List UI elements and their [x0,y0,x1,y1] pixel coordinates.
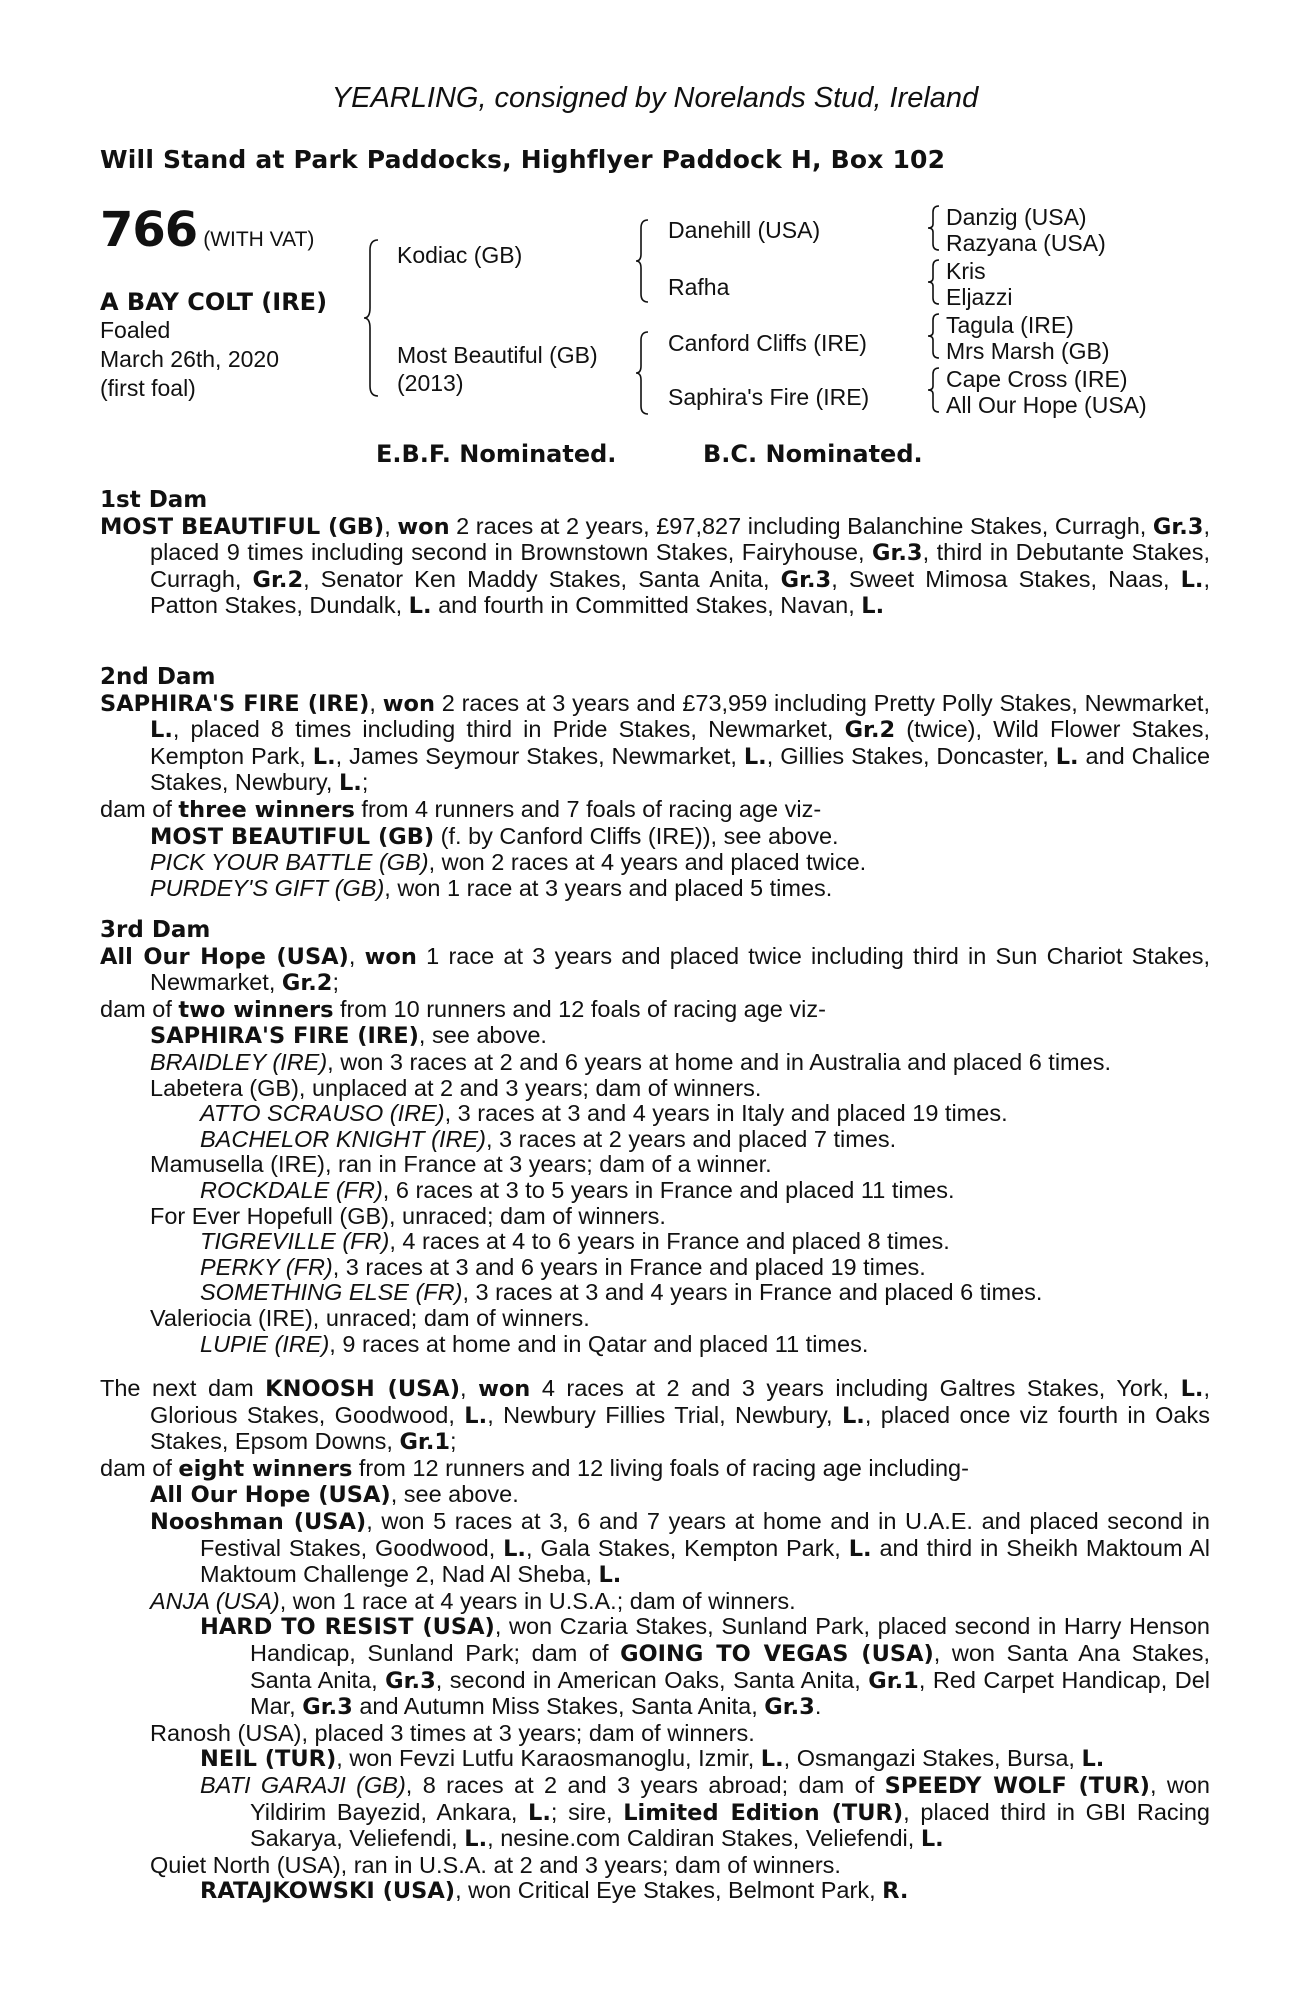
list-item: Nooshman (USA), won 5 races at 3, 6 and 7 years at home and in U.A.E. and placed second in Festival Stakes, Goodwood, L., Gala Stakes, Kempton Park, L. and third in Sheikh Maktoum Al Maktoum Challenge 2, Nad Al Sheba, L. [150,1507,1211,1589]
next-dam-name: KNOOSH (USA) [265,1376,461,1402]
consignment-line: YEARLING, consigned by Norelands Stud, Ireland [331,82,979,114]
pedigree-brace-main [362,238,382,398]
lot-number: 766 [100,202,198,258]
second-dam-entry: SAPHIRA'S FIRE (IRE), won 2 races at 3 years and £73,959 including Pretty Polly Stakes, Newmarket, L., placed 8 times including third in Pride Stakes, Newmarket, Gr.2 (twice), Wild Flower Stakes, Kempton Park, L., James Seymour Stakes, Newmarket, L., Gillies Stakes, Doncaster, L. and Chalice Stakes, Newbury, L.; [100,689,1211,797]
next-dam-entry: The next dam KNOOSH (USA), won 4 races at 2 and 3 years including Galtres Stakes, York, L., Glorious Stakes, Goodwood, L., Newbury Fillies Trial, Newbury, L., placed once viz fourth in Oaks Stakes, Epsom Downs, Gr.1; [100,1375,1211,1456]
list-item: RATAJKOWSKI (USA), won Critical Eye Stakes, Belmont Park, R. [200,1877,909,1905]
third-dam-section [100,918,1210,1357]
next-dam-section [100,1376,1210,1905]
list-item: PURDEY'S GIFT (GB), won 1 race at 3 years and placed 5 times. [150,874,833,901]
third-dam-produce-summary: dam of two winners from 10 runners and 12 foals of racing age viz- [100,995,826,1023]
list-item: For Ever Hopefull (GB), unraced; dam of winners. [150,1202,666,1229]
next-dam-produce-summary: dam of eight winners from 12 runners and 12 living foals of racing age including- [100,1454,969,1482]
list-item: All Our Hope (USA), see above. [150,1481,519,1509]
list-item: BRAIDLEY (IRE), won 3 races at 2 and 6 years at home and in Australia and placed 6 times. [150,1048,1111,1075]
pedigree-g1: Danzig (USA) [946,204,1087,230]
list-item: ANJA (USA), won 1 race at 4 years in U.S.A.; dam of winners. [150,1587,796,1614]
lot-header [100,202,314,258]
list-item: Valeriocia (IRE), unraced; dam of winners. [150,1304,590,1331]
pedigree-sire: Kodiac (GB) [397,242,523,268]
list-item: Quiet North (USA), ran in U.S.A. at 2 and 3 years; dam of winners. [150,1851,841,1878]
list-item: Mamusella (IRE), ran in France at 3 years; dam of a winner. [150,1151,772,1178]
list-item: MOST BEAUTIFUL (GB) (f. by Canford Cliffs (IRE)), see above. [150,822,839,850]
pedigree-dam: Most Beautiful (GB) [397,342,598,368]
list-item: HARD TO RESIST (USA), won Czaria Stakes, Sunland Park, placed second in Harry Henson Handicap, Sunland Park; dam of GOING TO VEGAS (USA), won Santa Ana Stakes, Santa Anita, Gr.3, second in American Oaks, Santa Anita, Gr.1, Red Carpet Handicap, Del Mar, Gr.3 and Autumn Miss Stakes, Santa Anita, Gr.3. [200,1613,1210,1721]
second-dam-name: SAPHIRA'S FIRE (IRE) [100,690,370,717]
pedigree-sire-sire: Danehill (USA) [668,217,821,243]
pedigree-dam-sire: Canford Cliffs (IRE) [668,330,867,356]
foal-note: (first foal) [100,375,196,401]
list-item: BACHELOR KNIGHT (IRE), 3 races at 2 years and placed 7 times. [200,1125,897,1152]
foaled-info [100,316,279,403]
first-dam-section [100,488,1210,620]
list-item: PICK YOUR BATTLE (GB), won 2 races at 4 years and placed twice. [150,849,867,876]
pedigree-g7: Cape Cross (IRE) [946,366,1128,392]
list-item: Labetera (GB), unplaced at 2 and 3 years; dam of winners. [150,1074,762,1101]
third-dam-entry: All Our Hope (USA), won 1 race at 3 years and placed twice including third in Sun Chariot Stakes, Newmarket, Gr.2; [100,942,1210,997]
pedigree-brace-g3 [926,312,942,360]
pedigree-brace-g4 [926,366,942,414]
second-dam-title: 2nd Dam [100,664,216,690]
first-dam-title: 1st Dam [100,487,208,513]
pedigree-brace-sire [634,218,652,304]
list-item: ATTO SCRAUSO (IRE), 3 races at 3 and 4 years in Italy and placed 19 times. [200,1100,1008,1127]
pedigree-g6: Mrs Marsh (GB) [946,338,1110,364]
pedigree-dam-year: (2013) [397,370,464,396]
first-dam-name: MOST BEAUTIFUL (GB) [100,513,385,540]
pedigree-g8: All Our Hope (USA) [946,392,1147,418]
first-dam-entry: MOST BEAUTIFUL (GB), won 2 races at 2 years, £97,827 including Balanchine Stakes, Curragh, Gr.3, placed 9 times including second in Brownstown Stakes, Fairyhouse, Gr.3, third in Debutante Stakes, Curragh, Gr.2, Senator Ken Maddy Stakes, Santa Anita, Gr.3, Sweet Mimosa Stakes, Naas, L., Patton Stakes, Dundalk, L. and fourth in Committed Stakes, Navan, L. [100,512,1211,620]
list-item: BATI GARAJI (GB), 8 races at 2 and 3 years abroad; dam of SPEEDY WOLF (TUR), won Yildirim Bayezid, Ankara, L.; sire, Limited Edition (TUR), placed third in GBI Racing Sakarya, Veliefendi, L., nesine.com Caldiran Stakes, Veliefendi, L. [200,1771,1211,1853]
ebf-nomination: E.B.F. Nominated. [376,440,617,468]
stand-location: Will Stand at Park Paddocks, Highflyer Paddock H, Box 102 [100,145,946,174]
lot-vat: (WITH VAT) [203,228,315,251]
pedigree-brace-g1 [926,204,942,252]
list-item: TIGREVILLE (FR), 4 races at 4 to 6 years in France and placed 8 times. [200,1228,950,1255]
pedigree-brace-g2 [926,258,942,306]
foaled-label: Foaled [100,317,171,343]
pedigree-sire-dam: Rafha [668,274,730,300]
second-dam-produce-summary: dam of three winners from 4 runners and 7 foals of racing age viz- [100,795,822,823]
list-item: SAPHIRA'S FIRE (IRE), see above. [150,1022,547,1050]
pedigree-g2: Razyana (USA) [946,230,1106,256]
list-item: LUPIE (IRE), 9 races at home and in Qatar and placed 11 times. [200,1330,869,1357]
list-item: NEIL (TUR), won Fevzi Lutfu Karaosmanoglu, Izmir, L., Osmangazi Stakes, Bursa, L. [200,1745,1105,1773]
third-dam-name: All Our Hope (USA) [100,943,349,970]
foaled-date: March 26th, 2020 [100,346,280,372]
list-item: SOMETHING ELSE (FR), 3 races at 3 and 4 years in France and placed 6 times. [200,1279,1043,1306]
list-item: ROCKDALE (FR), 6 races at 3 to 5 years in France and placed 11 times. [200,1176,955,1203]
bc-nomination: B.C. Nominated. [703,440,923,468]
third-dam-title: 3rd Dam [100,917,211,943]
second-dam-section [100,665,1210,901]
pedigree-g5: Tagula (IRE) [946,312,1074,338]
list-item: PERKY (FR), 3 races at 3 and 6 years in France and placed 19 times. [200,1253,926,1280]
list-item: Ranosh (USA), placed 3 times at 3 years; dam of winners. [150,1719,755,1746]
pedigree-brace-dam [634,330,652,416]
pedigree-dam-dam: Saphira's Fire (IRE) [668,384,870,410]
lot-name: A BAY COLT (IRE) [100,288,328,316]
pedigree-g4: Eljazzi [946,284,1013,310]
pedigree-g3: Kris [946,258,986,284]
